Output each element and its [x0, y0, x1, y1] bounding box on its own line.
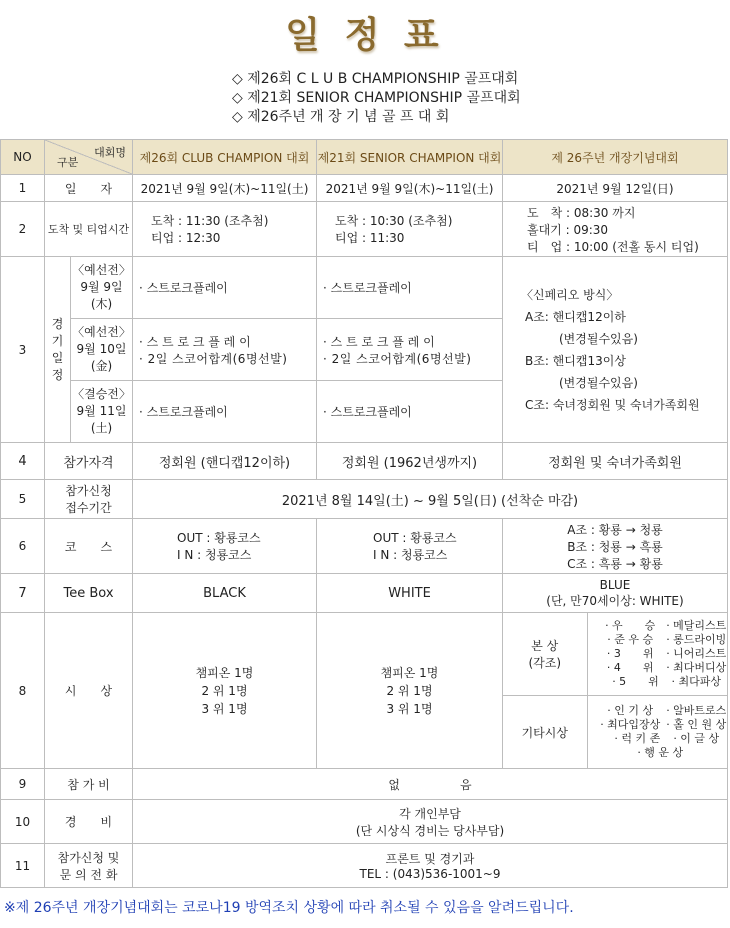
row-label: 경 비: [45, 800, 133, 844]
prize-item: · 인 기 상: [607, 704, 654, 717]
cell-line: BLUE: [599, 577, 631, 592]
prize-item: · 알바트로스: [666, 704, 727, 717]
row-label: 도착 및 티업시간: [45, 202, 133, 257]
cell-line: 2 위 1명: [201, 683, 248, 698]
prize-item: · 럭 키 존: [614, 732, 661, 745]
cell: 2021년 9월 12일(日): [503, 175, 728, 202]
cell-line: OUT : 황룡코스: [373, 531, 457, 545]
main-prize-list: [587, 613, 727, 695]
cell: [133, 800, 728, 844]
header-club-champion: 제26회 CLUB CHAMPION 대회: [133, 140, 317, 175]
table-row: [1, 574, 728, 613]
row-number: 3: [1, 257, 45, 443]
footnote: ※제 26주년 개장기념대회는 코로나19 방역조치 상황에 따라 취소될 수 있음을 알려드립니다.: [4, 900, 574, 916]
cell-line: B조 : 청룡 → 흑룡: [567, 539, 663, 554]
cell: WHITE: [317, 574, 503, 613]
table-row: [1, 202, 728, 257]
cell: [133, 844, 728, 888]
cell-line: (木): [90, 297, 113, 311]
sub-label: [71, 381, 133, 443]
table-header-row: [1, 140, 728, 175]
group-char: 기: [51, 333, 64, 348]
cell: [503, 574, 728, 613]
prize-item: · 니어리스트: [666, 647, 727, 660]
page-title: 일 정 표: [285, 15, 445, 56]
cell-line: (각조): [528, 656, 562, 670]
cell: [133, 613, 317, 769]
cell-line: 티업 : 12:30: [151, 231, 221, 245]
sub-label: [71, 257, 133, 319]
header-senior-champion: 제21회 SENIOR CHAMPION 대회: [317, 140, 503, 175]
cell: · 스트로크플레이: [317, 381, 503, 443]
cell-line: 2 위 1명: [386, 683, 433, 698]
cell-line: 도 착 : 08:30 까지: [527, 205, 636, 220]
row-number: 2: [1, 202, 45, 257]
table-row: [1, 480, 728, 519]
cell-line: 참가신청: [65, 484, 112, 498]
cell: 정회원 (1962년생까지): [317, 443, 503, 480]
cell: · 스트로크플레이: [133, 257, 317, 319]
etc-prize-cell: [503, 696, 728, 769]
cell-line: · 2일 스코어합계(6명선발): [139, 351, 288, 366]
header-category-top: 대회명: [94, 146, 126, 159]
cell: [503, 257, 728, 443]
cell-line: C조 : 흑룡 → 황룡: [567, 556, 663, 571]
cell-line: 9월 11일: [76, 404, 127, 418]
schedule-table: [0, 139, 728, 888]
row-label: [45, 480, 133, 519]
prize-item: · 메달리스트: [666, 619, 727, 632]
cell: 없 음: [133, 769, 728, 800]
cell-line: 챔피온 1명: [195, 665, 254, 680]
cell: [133, 319, 317, 381]
row-label: Tee Box: [45, 574, 133, 613]
cell-line: I N : 청룡코스: [373, 548, 448, 562]
cell: [317, 202, 503, 257]
cell: 2021년 9월 9일(木)~11일(土): [133, 175, 317, 202]
cell: · 스트로크플레이: [133, 381, 317, 443]
prize-item: · 최다버디상: [666, 661, 727, 674]
cell-line: · 스 트 로 크 플 레 이: [139, 334, 251, 349]
row-label: 시 상: [45, 613, 133, 769]
header-anniversary: 제 26주년 개장기념대회: [503, 140, 728, 175]
header-category: [45, 140, 133, 175]
table-row: [1, 443, 728, 480]
cell-line: (단 시상식 경비는 당사부담): [355, 823, 505, 838]
cell-line: (金): [90, 359, 113, 373]
prize-item: · 이 글 상: [673, 732, 720, 745]
cell-line: 각 개인부담: [399, 806, 461, 821]
group-char: 정: [51, 367, 64, 382]
group-char: 경: [51, 316, 64, 331]
cell: BLACK: [133, 574, 317, 613]
prize-item: · 4 위: [606, 661, 654, 674]
sub-label: [71, 319, 133, 381]
table-row: [1, 844, 728, 888]
cell-line: 3 위 1명: [201, 701, 248, 716]
table-row: [1, 519, 728, 574]
subtitle-line: ◇ 제21회 SENIOR CHAMPIONSHIP 골프대회: [232, 90, 521, 106]
cell: 2021년 9월 9일(木)~11일(土): [317, 175, 503, 202]
cell: 2021년 8월 14일(土) ~ 9월 5일(日) (선착순 마감): [133, 480, 728, 519]
row-number: 9: [1, 769, 45, 800]
row-label: 참가자격: [45, 443, 133, 480]
cell-line: (土): [90, 421, 113, 435]
cell-line: 〈예선전〉: [72, 325, 131, 339]
row-group-label: [45, 257, 71, 443]
cell-line: 문 의 전 화: [59, 867, 118, 882]
cell: [503, 519, 728, 574]
etc-prize-list: [587, 696, 727, 768]
main-prize-label: [503, 613, 587, 695]
table-row: [1, 175, 728, 202]
cell-line: 본 상: [531, 639, 559, 653]
row-number: 6: [1, 519, 45, 574]
prize-item: · 최다입장상: [600, 718, 661, 731]
cell-line: A조: 핸디캡12이하: [525, 309, 626, 324]
subtitle-line: ◇ 제26주년 개 장 기 념 골 프 대 회: [232, 109, 450, 125]
row-number: 11: [1, 844, 45, 888]
cell-line: I N : 청룡코스: [177, 548, 252, 562]
cell-line: 티 업 : 10:00 (전홀 동시 티업): [527, 239, 699, 254]
cell: 정회원 (핸디캡12이하): [133, 443, 317, 480]
cell-line: 〈신페리오 방식〉: [521, 287, 619, 302]
table-row: [1, 800, 728, 844]
prize-item: · 롱드라이빙: [666, 633, 727, 646]
cell: 정회원 및 숙녀가족회원: [503, 443, 728, 480]
cell-line: 챔피온 1명: [380, 665, 439, 680]
cell-line: (단, 만70세이상: WHITE): [546, 593, 684, 608]
table-row: [1, 769, 728, 800]
table-row: [1, 257, 728, 319]
cell-line: (변경될수있음): [559, 375, 638, 390]
cell-line: 도착 : 10:30 (조추첨): [335, 214, 453, 228]
cell: [317, 319, 503, 381]
prize-item: · 우 승: [605, 619, 656, 632]
row-number: 1: [1, 175, 45, 202]
cell-line: · 2일 스코어합계(6명선발): [323, 351, 472, 366]
prize-item: · 준 우 승: [607, 633, 654, 646]
cell-line: 〈결승전〉: [72, 387, 131, 401]
cell-line: 9월 9일: [80, 280, 123, 294]
row-number: 8: [1, 613, 45, 769]
row-number: 5: [1, 480, 45, 519]
header-no: NO: [1, 140, 45, 175]
cell-line: 참가신청 및: [57, 850, 120, 865]
cell-line: C조: 숙녀정회원 및 숙녀가족회원: [525, 397, 700, 412]
cell: [317, 519, 503, 574]
prize-item: · 5 위: [612, 675, 659, 688]
cell-line: 프론트 및 경기과: [385, 852, 475, 866]
row-label: 코 스: [45, 519, 133, 574]
prize-item: · 3 위: [606, 647, 654, 660]
prize-item: · 홀 인 원 상: [666, 718, 727, 731]
cell: · 스트로크플레이: [317, 257, 503, 319]
cell-line: 접수기간: [65, 501, 112, 515]
table-row: [1, 613, 728, 696]
row-number: 10: [1, 800, 45, 844]
cell-line: 〈예선전〉: [72, 263, 131, 277]
cell-line: 3 위 1명: [386, 701, 433, 716]
cell-line: B조: 핸디캡13이상: [525, 353, 626, 368]
header-category-bottom: 구분: [57, 156, 79, 169]
cell-line: 도착 : 11:30 (조추첨): [151, 214, 269, 228]
cell: [317, 613, 503, 769]
row-number: 4: [1, 443, 45, 480]
etc-prize-label: 기타시상: [503, 696, 587, 768]
cell: [133, 519, 317, 574]
cell: [503, 202, 728, 257]
cell-line: · 스 트 로 크 플 레 이: [323, 334, 435, 349]
cell-line: 홀대기 : 09:30: [527, 222, 609, 237]
subtitle-line: ◇ 제26회 C L U B CHAMPIONSHIP 골프대회: [232, 71, 519, 87]
cell-line: (변경될수있음): [559, 331, 638, 346]
prize-item: · 행 운 상: [637, 746, 684, 759]
row-label: [45, 844, 133, 888]
cell-line: TEL : (043)536-1001~9: [359, 867, 501, 881]
cell-line: OUT : 황룡코스: [177, 531, 261, 545]
row-label: 참 가 비: [45, 769, 133, 800]
cell-line: A조 : 황룡 → 청룡: [567, 522, 663, 537]
main-prize-cell: [503, 613, 728, 696]
cell-line: 티업 : 11:30: [335, 231, 405, 245]
group-char: 일: [51, 350, 64, 365]
subtitle-list: [232, 70, 652, 127]
cell-line: 9월 10일: [76, 342, 127, 356]
cell: [133, 202, 317, 257]
row-label: 일 자: [45, 175, 133, 202]
prize-item: · 최다파상: [671, 675, 721, 688]
row-number: 7: [1, 574, 45, 613]
